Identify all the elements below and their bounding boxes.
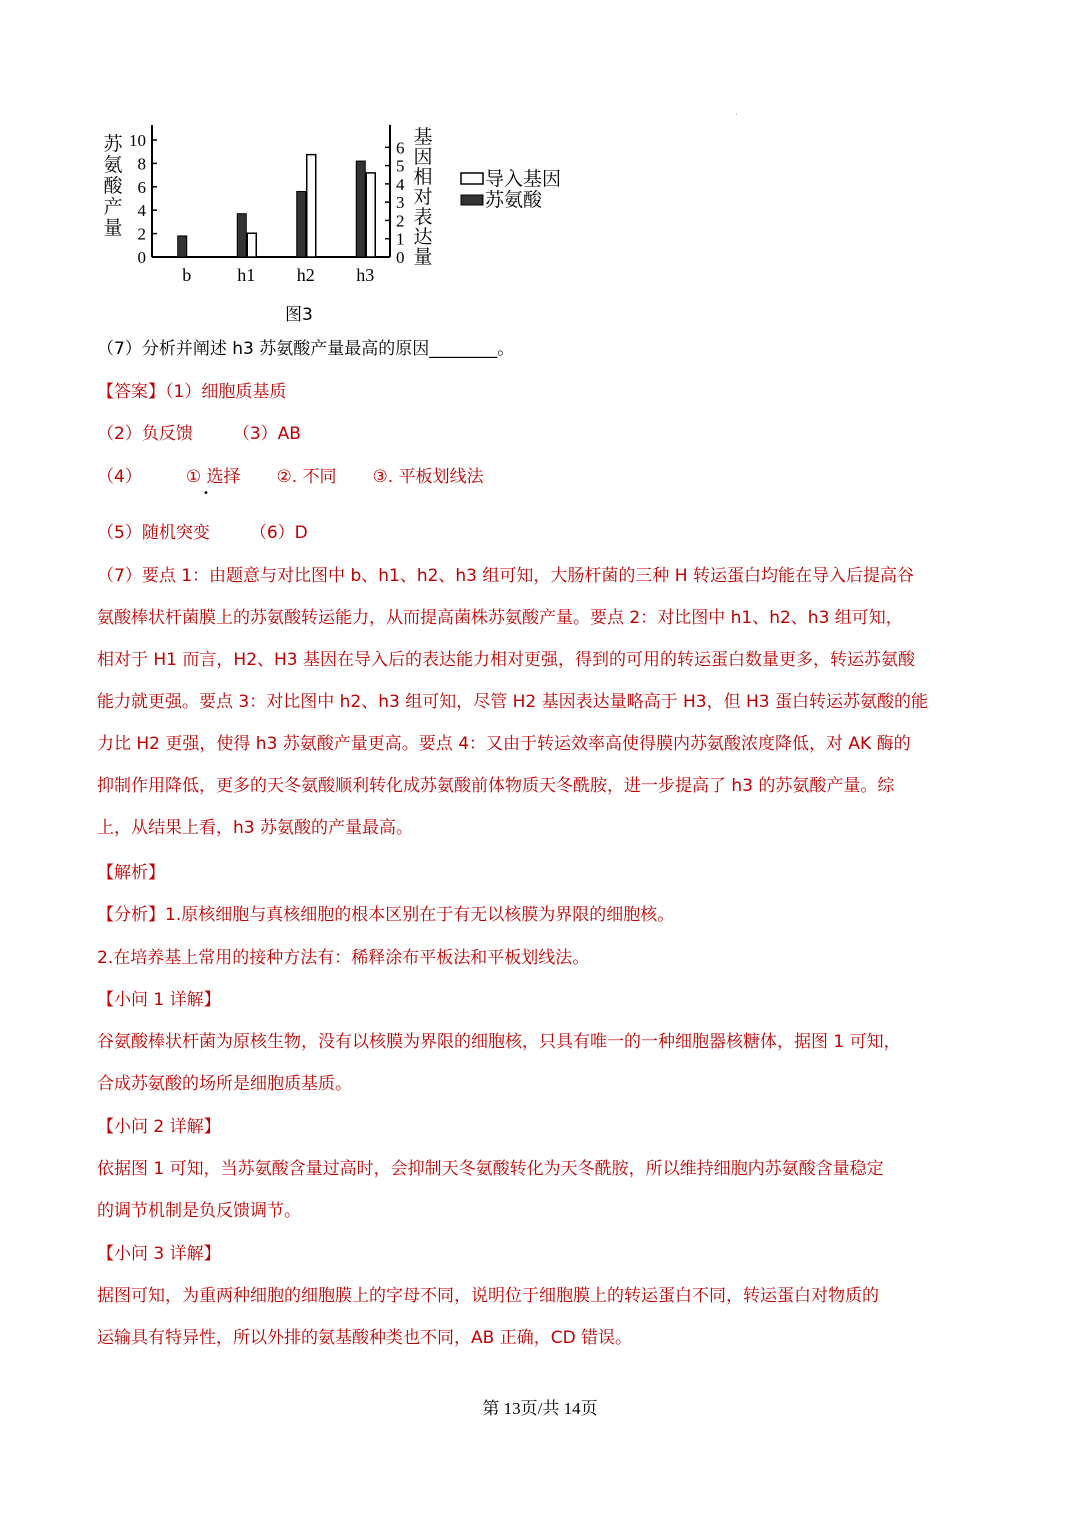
q3-detail (97, 1275, 987, 1359)
right-axis-label-char: 达 (413, 226, 433, 248)
bar-threonine (178, 236, 187, 257)
q2-label: 【小问 2 详解】 (97, 1117, 221, 1137)
answer-6: （6）D (249, 523, 308, 543)
legend-label-gene: 导入基因 (485, 168, 562, 190)
bar-gene-expression (307, 155, 316, 257)
answer-2: （2）负反馈 (97, 424, 193, 444)
bar-threonine (297, 191, 306, 257)
answer-7-line: 抑制作用降低，更多的天冬氨酸顺利转化成苏氨酸前体物质天冬酰胺，进一步提高了 h3 的苏氨酸产量。综 (97, 776, 895, 796)
left-axis-label-char: 产 (103, 196, 123, 218)
stray-dot: • (203, 488, 209, 499)
legend-label-threonine: 苏氨酸 (485, 189, 543, 211)
legend-swatch-threonine (461, 195, 483, 205)
answer-4-part-3: ③. 平板划线法 (372, 467, 484, 487)
answer-1-row (97, 371, 987, 413)
right-axis-label-char: 因 (413, 146, 433, 168)
left-tick-label: 10 (129, 131, 146, 150)
answer-2-3-row (97, 413, 987, 455)
left-tick-label: 8 (137, 154, 146, 174)
answer-label: 【答案】 (97, 382, 165, 402)
answer-7-line: 能力就更强。要点 3：对比图中 h2、h3 组可知，尽管 H2 基因表达量略高于 H3，但 H3 蛋白转运苏氨酸的能 (97, 692, 929, 712)
q3-line: 据图可知，为重两种细胞的细胞膜上的字母不同，说明位于细胞膜上的转运蛋白不同，转运蛋白对物质的 (97, 1286, 879, 1306)
answer-4-part-2: ②. 不同 (276, 467, 337, 487)
left-axis-label-char: 量 (103, 217, 123, 239)
left-axis-label-char: 氨 (103, 154, 123, 176)
page-footer: 第 13页/共 14页 (482, 1399, 598, 1418)
q1-detail (97, 1021, 987, 1105)
answer-1: （1）细胞质基质 (165, 382, 287, 402)
answer-4-number: （4） (97, 467, 142, 487)
answer-7-line: 相对于 H1 而言，H2、H3 基因在导入后的表达能力相对更强，得到的可用的转运蛋白数量更多，转运苏氨酸 (97, 650, 916, 670)
category-label: h2 (296, 265, 315, 285)
right-axis-label-char: 基 (413, 126, 433, 148)
answer-5: （5）随机突变 (97, 523, 210, 543)
category-label: h3 (356, 265, 375, 285)
q3-line: 运输具有特异性，所以外排的氨基酸种类也不同，AB 正确，CD 错误。 (97, 1328, 633, 1348)
question-7: （7）分析并阐述 h3 苏氨酸产量最高的原因________。 (97, 339, 515, 359)
q2-detail (97, 1148, 987, 1232)
answer-7-line: 氨酸棒状杆菌膜上的苏氨酸转运能力，从而提高菌株苏氨酸产量。要点 2：对比图中 h1、h2、h3 组可知， (97, 608, 903, 628)
legend-swatch-gene (461, 173, 483, 184)
figure-caption: 图3 (285, 305, 313, 325)
left-tick-label: 2 (137, 224, 146, 244)
q2-line: 的调节机制是负反馈调节。 (97, 1201, 301, 1221)
category-label: h1 (237, 265, 256, 285)
fenxi-point-1: 1.原核细胞与真核细胞的根本区别在于有无以核膜为界限的细胞核。 (165, 905, 675, 925)
answer-7-line: （7）要点 1：由题意与对比图中 b、h1、h2、h3 组可知，大肠杆菌的三种 H 转运蛋白均能在导入后提高谷 (97, 566, 914, 586)
right-tick-label: 3 (396, 193, 405, 213)
category-label: b (182, 265, 192, 285)
right-axis-label-char: 相 (413, 166, 433, 188)
fenxi-row-1 (97, 894, 987, 936)
bar-gene-expression (247, 233, 256, 257)
answer-5-6-row (97, 512, 987, 554)
figure-3-chart (95, 115, 595, 290)
left-tick-label: 4 (137, 201, 146, 221)
right-tick-label: 5 (396, 156, 405, 176)
right-axis-label-char: 量 (413, 246, 433, 268)
answer-7-line: 上，从结果上看，h3 苏氨酸的产量最高。 (97, 818, 413, 838)
bar-threonine (356, 161, 365, 257)
answer-4-part-1: ① 选择 (185, 467, 241, 487)
left-axis-label-char: 酸 (103, 175, 123, 197)
q1-line: 合成苏氨酸的场所是细胞质基质。 (97, 1074, 352, 1094)
analysis-label: 【解析】 (97, 863, 165, 883)
answer-4-row (97, 456, 987, 498)
right-tick-label: 4 (396, 174, 405, 194)
answer-3: （3）AB (232, 424, 301, 444)
q1-line: 谷氨酸棒状杆菌为原核生物，没有以核膜为界限的细胞核，只具有唯一的一种细胞器核糖体，据图 1 可知， (97, 1032, 901, 1052)
right-tick-label: 1 (396, 229, 405, 249)
answer-7 (97, 555, 987, 849)
bar-chart (95, 115, 595, 290)
left-tick-label: 6 (137, 177, 146, 197)
bar-threonine (237, 214, 246, 257)
answer-7-line: 力比 H2 更强，使得 h3 苏氨酸产量更高。要点 4：又由于转运效率高使得膜内苏氨酸浓度降低，对 AK 酶的 (97, 734, 911, 754)
right-axis-label-char: 对 (413, 186, 433, 208)
right-tick-label: 2 (396, 211, 405, 231)
right-tick-label: 0 (396, 248, 405, 267)
fenxi-point-2: 2.在培养基上常用的接种方法有：稀释涂布平板法和平板划线法。 (97, 948, 590, 968)
fenxi-label: 【分析】 (97, 905, 165, 925)
q3-label: 【小问 3 详解】 (97, 1244, 221, 1264)
q2-line: 依据图 1 可知，当苏氨酸含量过高时，会抑制天冬氨酸转化为天冬酰胺，所以维持细胞内苏氨酸含量稳定 (97, 1159, 884, 1179)
left-axis-label-char: 苏 (103, 133, 123, 155)
stray-mark: · (735, 110, 738, 119)
right-tick-label: 6 (396, 138, 405, 158)
q1-label: 【小问 1 详解】 (97, 990, 221, 1010)
left-tick-label: 0 (137, 248, 146, 267)
bar-gene-expression (366, 173, 375, 257)
right-axis-label-char: 表 (413, 206, 433, 228)
